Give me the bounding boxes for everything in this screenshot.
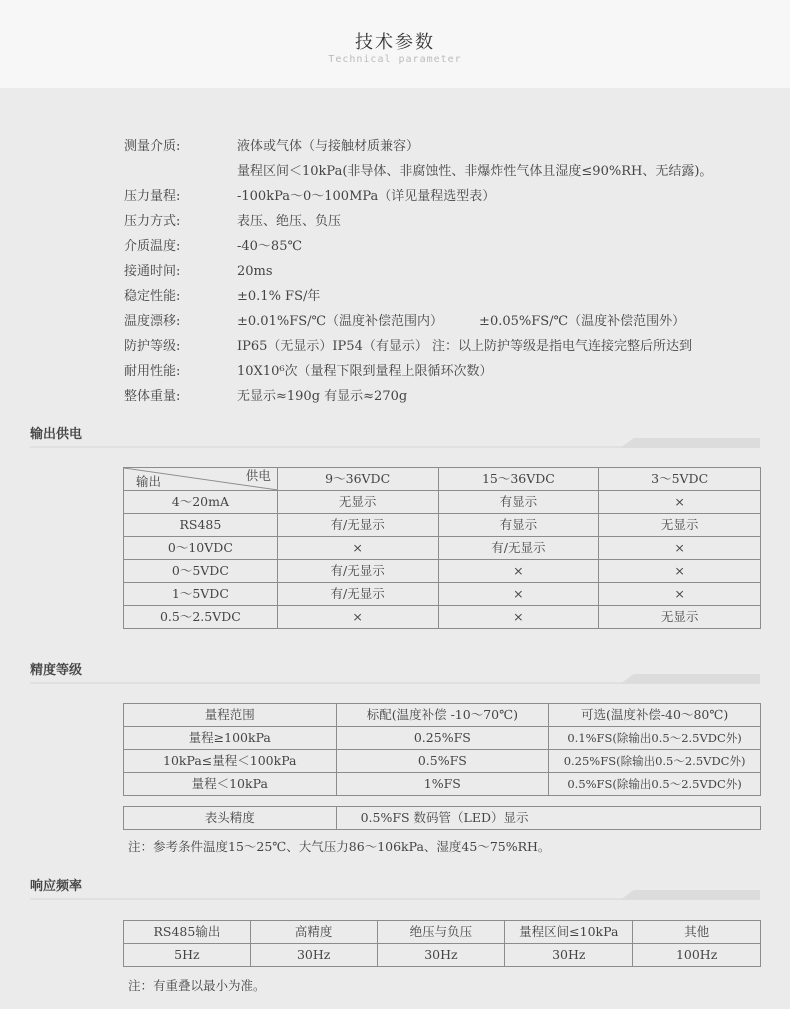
param-row bbox=[124, 334, 712, 359]
section-title: 精度等级 bbox=[30, 663, 83, 678]
param-value: ±0.1% FS/年 bbox=[237, 289, 321, 304]
table-cell: × bbox=[599, 583, 761, 606]
table-cell: 0.5～2.5VDC bbox=[124, 606, 278, 629]
table-cell: 量程＜10kPa bbox=[124, 773, 337, 796]
page-title: 技术参数 bbox=[355, 32, 435, 53]
section-tab-decoration bbox=[620, 890, 760, 900]
table-cell: 有显示 bbox=[438, 491, 599, 514]
table-row bbox=[124, 537, 761, 560]
table-cell: 有/无显示 bbox=[277, 583, 438, 606]
param-label: 压力方式: bbox=[124, 214, 181, 229]
section-response-frequency bbox=[30, 878, 760, 900]
corner-output-label: 输出 bbox=[136, 474, 162, 489]
column-header: 3～5VDC bbox=[599, 468, 761, 491]
param-label: 稳定性能: bbox=[124, 289, 181, 304]
column-header: 可选(温度补偿-40～80℃) bbox=[549, 704, 761, 727]
column-header: 15～36VDC bbox=[438, 468, 599, 491]
table-cell: 0.1%FS(除输出0.5～2.5VDC外) bbox=[549, 727, 761, 750]
param-row bbox=[124, 134, 712, 159]
param-label: 防护等级: bbox=[124, 339, 181, 354]
table-cell: × bbox=[277, 537, 438, 560]
table-cell: 无显示 bbox=[599, 606, 761, 629]
table-row bbox=[124, 750, 761, 773]
table-cell: 有/无显示 bbox=[438, 537, 599, 560]
table-cell: 0～5VDC bbox=[124, 560, 278, 583]
section-tab-decoration bbox=[620, 674, 760, 684]
table-header-row bbox=[124, 704, 761, 727]
column-header: 9～36VDC bbox=[277, 468, 438, 491]
table-cell: × bbox=[438, 583, 599, 606]
table-cell: × bbox=[599, 537, 761, 560]
table-cell: 0.5%FS bbox=[336, 750, 549, 773]
table-cell: × bbox=[438, 560, 599, 583]
param-value: 液体或气体（与接触材质兼容） bbox=[237, 139, 420, 154]
table-cell: 30Hz bbox=[250, 944, 377, 967]
param-label: 耐用性能: bbox=[124, 364, 181, 379]
column-header: 绝压与负压 bbox=[377, 921, 505, 944]
response-note: 注：有重叠以最小为准。 bbox=[128, 978, 266, 993]
section-title: 响应频率 bbox=[30, 879, 83, 894]
table-cell: 无显示 bbox=[599, 514, 761, 537]
table-cell: 30Hz bbox=[505, 944, 633, 967]
page-header bbox=[0, 0, 790, 88]
column-header: 高精度 bbox=[250, 921, 377, 944]
display-accuracy-table bbox=[123, 806, 761, 830]
page-subtitle: Technical parameter bbox=[328, 54, 462, 65]
param-label: 测量介质: bbox=[124, 139, 181, 154]
table-cell: × bbox=[438, 606, 599, 629]
table-cell: 0.25%FS bbox=[336, 727, 549, 750]
param-row bbox=[124, 234, 712, 259]
table-header-row bbox=[124, 468, 761, 491]
accuracy-note: 注：参考条件温度15～25℃、大气压力86～106kPa、湿度45～75%RH。 bbox=[128, 839, 551, 854]
table-cell: 有/无显示 bbox=[277, 514, 438, 537]
section-title: 输出供电 bbox=[30, 427, 83, 442]
table-cell: 0～10VDC bbox=[124, 537, 278, 560]
param-label: 压力量程: bbox=[124, 189, 181, 204]
section-output-power bbox=[30, 426, 760, 448]
column-header: 量程区间≤10kPa bbox=[505, 921, 633, 944]
table-cell: 5Hz bbox=[124, 944, 251, 967]
param-value: 20ms bbox=[237, 264, 273, 279]
param-row bbox=[124, 259, 712, 284]
table-cell: 无显示 bbox=[277, 491, 438, 514]
param-row bbox=[124, 309, 712, 334]
param-value: IP65（无显示）IP54（有显示） 注：以上防护等级是指电气连接完整后所达到 bbox=[237, 339, 692, 354]
table-row bbox=[124, 560, 761, 583]
table-cell: 1%FS bbox=[336, 773, 549, 796]
corner-supply-label: 供电 bbox=[245, 468, 271, 483]
table-row bbox=[124, 514, 761, 537]
table-cell: × bbox=[599, 560, 761, 583]
column-header: 标配(温度补偿 -10～70℃) bbox=[336, 704, 549, 727]
table-cell: 0.25%FS(除输出0.5～2.5VDC外) bbox=[549, 750, 761, 773]
accuracy-table bbox=[123, 703, 761, 796]
table-cell: 100Hz bbox=[633, 944, 761, 967]
table-cell: 10kPa≤量程＜100kPa bbox=[124, 750, 337, 773]
table-header-row bbox=[124, 921, 761, 944]
param-label: 接通时间: bbox=[124, 264, 181, 279]
response-frequency-table bbox=[123, 920, 761, 967]
param-label: 整体重量: bbox=[124, 389, 181, 404]
param-row bbox=[124, 384, 712, 409]
param-value: 量程区间＜10kPa(非导体、非腐蚀性、非爆炸性气体且湿度≤90%RH、无结露)。 bbox=[237, 164, 713, 179]
param-row bbox=[124, 284, 712, 309]
table-row bbox=[124, 944, 761, 967]
param-label: 温度漂移: bbox=[124, 314, 181, 329]
table-cell: 30Hz bbox=[377, 944, 505, 967]
table-row bbox=[124, 606, 761, 629]
table-cell: 量程≥100kPa bbox=[124, 727, 337, 750]
param-row bbox=[124, 159, 712, 184]
table-cell: 有/无显示 bbox=[277, 560, 438, 583]
table-row bbox=[124, 491, 761, 514]
param-value: ±0.01%FS/℃（温度补偿范围内） bbox=[237, 314, 444, 329]
table-cell: 有显示 bbox=[438, 514, 599, 537]
param-value: 表压、绝压、负压 bbox=[237, 214, 342, 229]
table-row bbox=[124, 773, 761, 796]
column-header: 其他 bbox=[633, 921, 761, 944]
output-power-table bbox=[123, 467, 761, 629]
param-value: -100kPa～0～100MPa（详见量程选型表） bbox=[237, 189, 496, 204]
param-label: 介质温度: bbox=[124, 239, 181, 254]
param-row bbox=[124, 209, 712, 234]
table-row bbox=[124, 583, 761, 606]
table-cell: 4～20mA bbox=[124, 491, 278, 514]
parameter-list bbox=[124, 134, 712, 409]
param-row bbox=[124, 359, 712, 384]
section-accuracy bbox=[30, 662, 760, 684]
param-row bbox=[124, 184, 712, 209]
table-row bbox=[124, 727, 761, 750]
param-value: 无显示≈190g 有显示≈270g bbox=[237, 389, 408, 404]
table-corner-cell bbox=[124, 468, 278, 491]
section-tab-decoration bbox=[620, 438, 760, 448]
table-cell: 1～5VDC bbox=[124, 583, 278, 606]
display-accuracy-value: 0.5%FS 数码管（LED）显示 bbox=[336, 807, 760, 830]
table-cell: × bbox=[277, 606, 438, 629]
table-cell: RS485 bbox=[124, 514, 278, 537]
param-value: 10X10⁶次（量程下限到量程上限循环次数） bbox=[237, 364, 493, 379]
column-header: 量程范围 bbox=[124, 704, 337, 727]
table-row bbox=[124, 807, 761, 830]
param-value-2: ±0.05%FS/℃（温度补偿范围外） bbox=[479, 314, 686, 329]
display-accuracy-label: 表头精度 bbox=[124, 807, 337, 830]
table-cell: 0.5%FS(除输出0.5～2.5VDC外) bbox=[549, 773, 761, 796]
param-value: -40～85℃ bbox=[237, 239, 303, 254]
column-header: RS485输出 bbox=[124, 921, 251, 944]
table-cell: × bbox=[599, 491, 761, 514]
